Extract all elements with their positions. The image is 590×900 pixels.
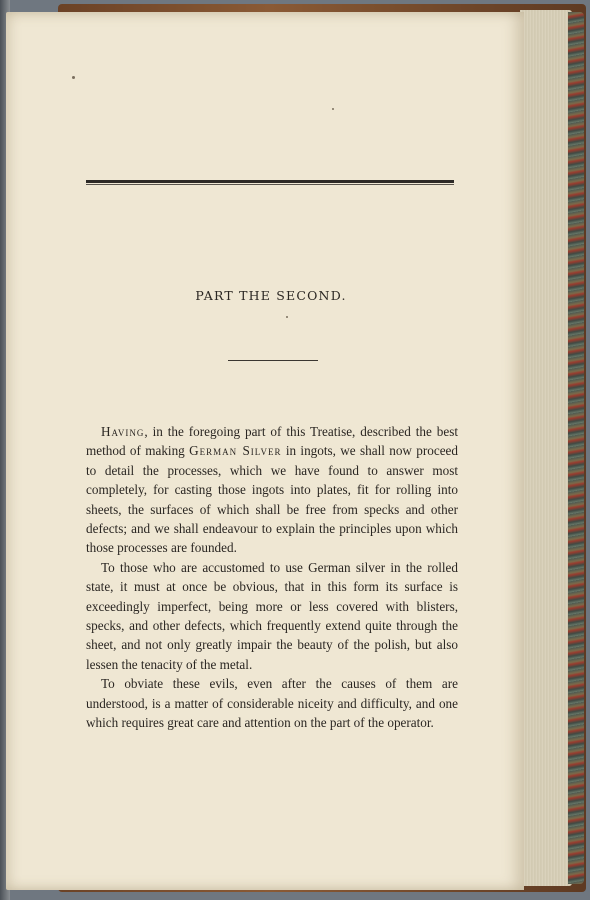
paragraph-1 xyxy=(86,422,458,558)
paragraph-1-text-b: in ingots, we shall now proceed to detail the processes, which we have found to answer most completely, for casting those ingots into plates, fit for rolling into sheets, the surfaces of which shall be free from specks and other defects; and we shall endeavour to explain the principles upon which those processes are founded. xyxy=(86,443,459,556)
paper-speck xyxy=(286,316,288,318)
paragraph-1-text-a: , in the foregoing part of this Treatise, described the best method of making xyxy=(86,424,458,459)
book-page xyxy=(6,12,524,890)
page-block-edge xyxy=(520,10,572,886)
header-rule-thin xyxy=(86,184,454,185)
term-german-silver: German Silver xyxy=(189,443,282,459)
paper-speck xyxy=(332,108,334,110)
lead-word: Having xyxy=(101,424,145,439)
paragraph-2: To those who are accustomed to use German silver in the rolled state, it must at once be obvious, that in this form its surface is exceedingly imperfect, being more or less covered with blisters, specks, and other defects, which frequently extend quite through the sheet, and not only greatly impair the beauty of the polish, but also lessen the tenacity of the metal. xyxy=(86,559,458,672)
section-divider xyxy=(228,360,318,361)
header-rule-thick xyxy=(86,180,454,183)
paragraph-3: To obviate these evils, even after the causes of them are understood, is a matter of considerable niceity and difficulty, and one which requires great care and attention on the part of the operator. xyxy=(86,676,458,731)
body-text xyxy=(86,422,458,733)
part-heading: PART THE SECOND. xyxy=(195,288,347,303)
marbled-edge xyxy=(568,12,584,884)
paper-speck xyxy=(72,76,75,79)
